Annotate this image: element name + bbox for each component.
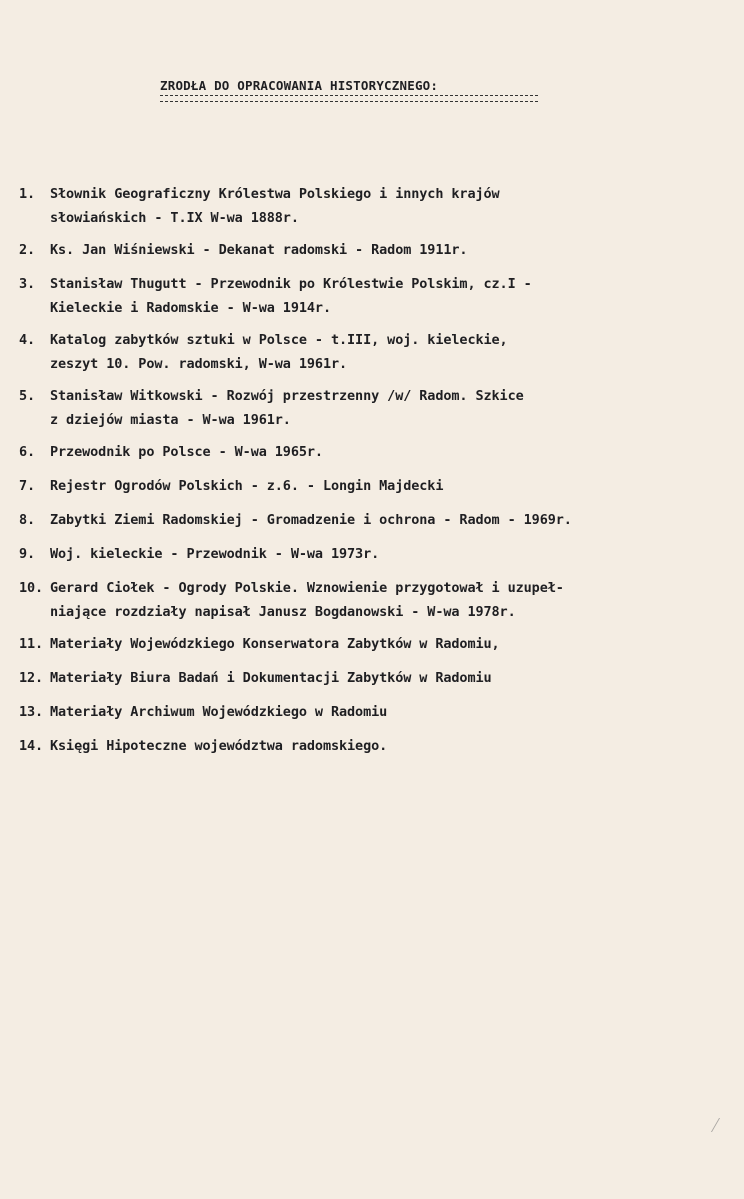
entry-number: 2. — [19, 242, 36, 258]
entry-text-line: słowiańskich - T.IX W-wa 1888r. — [50, 210, 299, 226]
entry-text-line: Materiały Archiwum Wojewódzkiego w Radomiu — [50, 704, 388, 720]
entry-text-line: niające rozdziały napisał Janusz Bogdanowski - W-wa 1978r. — [50, 604, 516, 620]
bibliography-entry — [0, 384, 740, 432]
bibliography-entry — [0, 700, 740, 724]
entry-text-line: Kieleckie i Radomskie - W-wa 1914r. — [50, 300, 331, 316]
entry-text-line: z dziejów miasta - W-wa 1961r. — [50, 412, 291, 428]
bibliography-entry — [0, 474, 740, 498]
entry-text-line: Materiały Biura Badań i Dokumentacji Zabytków w Radomiu — [50, 670, 492, 686]
bibliography-entry — [0, 734, 740, 758]
entry-number: 9. — [19, 546, 36, 562]
entry-number: 10. — [19, 580, 44, 596]
entry-number: 13. — [19, 704, 44, 720]
entry-text-line: Gerard Ciołek - Ogrody Polskie. Wznowienie przygotował i uzupeł- — [50, 580, 564, 596]
entry-number: 12. — [19, 670, 44, 686]
page-title: ZRODŁA DO OPRACOWANIA HISTORYCZNEGO: — [160, 78, 439, 93]
entry-number: 7. — [19, 478, 36, 494]
bibliography-entry — [0, 328, 740, 376]
entry-number: 6. — [19, 444, 36, 460]
bibliography-entry — [0, 508, 740, 532]
title-underline — [160, 95, 538, 102]
entry-text-line: Przewodnik po Polsce - W-wa 1965r. — [50, 444, 323, 460]
bibliography-list — [0, 182, 744, 768]
entry-number: 8. — [19, 512, 36, 528]
entry-text-line: Księgi Hipoteczne województwa radomskiego. — [50, 738, 388, 754]
entry-text-line: Słownik Geograficzny Królestwa Polskiego i innych krajów — [50, 186, 500, 202]
bibliography-entry — [0, 440, 740, 464]
entry-number: 4. — [19, 332, 36, 348]
entry-number: 14. — [19, 738, 44, 754]
entry-text-line: Rejestr Ogrodów Polskich - z.6. - Longin Majdecki — [50, 478, 444, 494]
entry-number: 5. — [19, 388, 36, 404]
entry-text-line: Ks. Jan Wiśniewski - Dekanat radomski - Radom 1911r. — [50, 242, 468, 258]
entry-text-line: Woj. kieleckie - Przewodnik - W-wa 1973r. — [50, 546, 380, 562]
bibliography-entry — [0, 182, 740, 230]
entry-number: 1. — [19, 186, 36, 202]
bibliography-entry — [0, 542, 740, 566]
bibliography-entry — [0, 272, 740, 320]
entry-text-line: zeszyt 10. Pow. radomski, W-wa 1961r. — [50, 356, 348, 372]
entry-text-line: Materiały Wojewódzkiego Konserwatora Zabytków w Radomiu, — [50, 636, 500, 652]
bibliography-entry — [0, 632, 740, 656]
entry-text-line: Stanisław Thugutt - Przewodnik po Królestwie Polskim, cz.I - — [50, 276, 532, 292]
pencil-mark — [697, 1118, 720, 1132]
entry-text-line: Zabytki Ziemi Radomskiej - Gromadzenie i ochrona - Radom - 1969r. — [50, 512, 572, 528]
bibliography-entry — [0, 238, 740, 262]
bibliography-entry — [0, 576, 740, 624]
bibliography-entry — [0, 666, 740, 690]
entry-text-line: Katalog zabytków sztuki w Polsce - t.III, woj. kieleckie, — [50, 332, 508, 348]
entry-text-line: Stanisław Witkowski - Rozwój przestrzenny /w/ Radom. Szkice — [50, 388, 524, 404]
entry-number: 3. — [19, 276, 36, 292]
entry-number: 11. — [19, 636, 44, 652]
